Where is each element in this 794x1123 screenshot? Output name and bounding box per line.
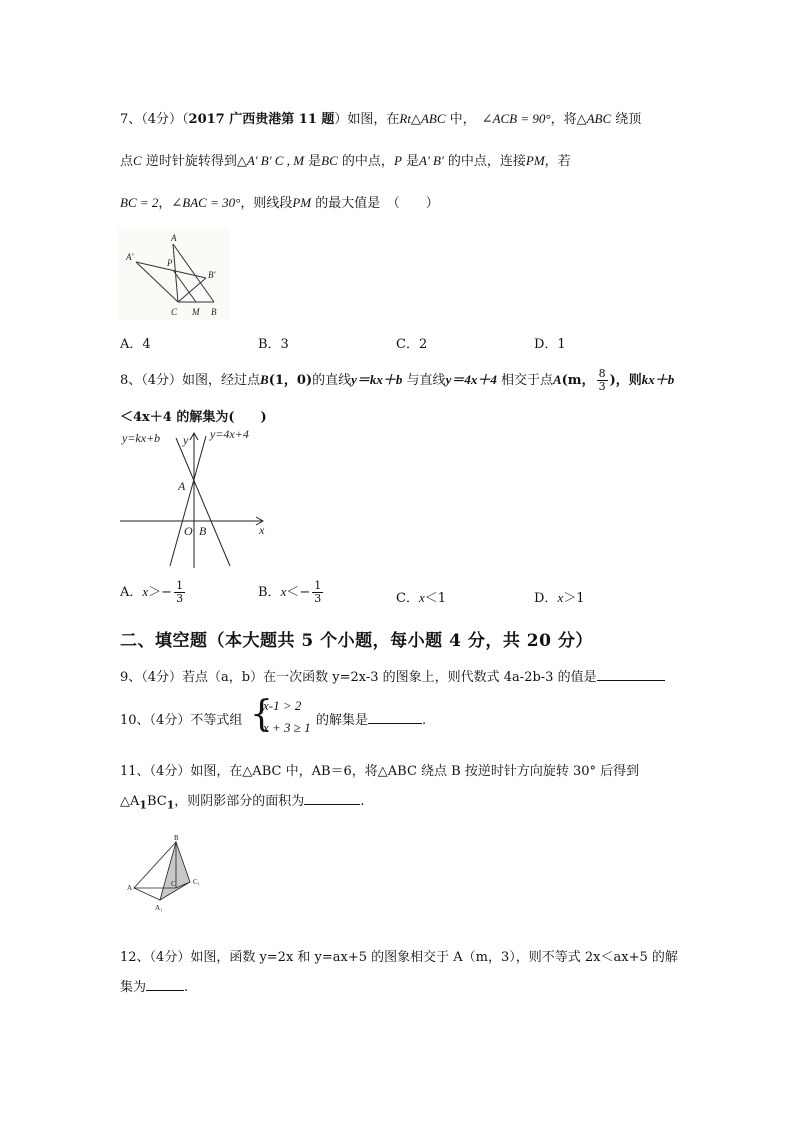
q12-answer-blank[interactable] [146,978,184,991]
q11-line2: $\triangle A_1BC_1$，则阴影部分的面积为 . [120,794,365,812]
q8-option-c[interactable]: C．x＜1 [396,590,447,606]
q11-label-C1: C₁ [193,878,201,886]
q7-label-P: P [167,258,173,268]
q7-option-a[interactable]: A．4 [120,337,151,352]
q8-line-4x-4 [170,436,206,566]
q11-label-A1: A₁ [155,904,163,912]
q7-option-b[interactable]: B．3 [258,337,289,352]
section-2-title: 二、填空题（本大题共 5 个小题，每小题 4 分，共 20 分） [120,631,593,651]
q11-label-B: B [174,834,179,842]
q8-label-x: x [259,523,265,537]
q8-option-a[interactable]: A．x＞− $\frac{1}{3}$ [120,579,184,605]
q7-label-M: M [192,307,200,317]
q8-fraction-8-3: $\frac{8}{3}$ [598,367,606,393]
q7-label-Aprime: A' [126,252,134,262]
q8-option-d[interactable]: D．x＞1 [534,590,585,606]
q8-label-O: O [184,524,193,538]
q11-label-C: C [171,880,176,888]
q11-line1: 11、（4分）如图，在△ABC 中，AB＝6，将△ABC 绕点 B 按逆时针方向旋转 30° 后得到 [120,764,640,779]
q7-option-d[interactable]: D．1 [534,337,566,352]
q8-line2: ＜4x＋4 的解集为( ) [120,410,267,425]
q9-answer-blank[interactable] [597,668,665,681]
q8-label-kxb: y=kx+b [122,431,161,445]
q8-option-b-fraction: $\frac{1}{3}$ [314,579,322,605]
q7-line3: BC = 2，∠BAC = 30°，则线段PM 的最大值是 （ ） [120,195,439,211]
q7-label-C: C [171,307,178,317]
q7-label-A: A [171,233,177,243]
q11-seg-A-A1 [134,888,160,900]
q12-line1: 12、（4分）如图，函数 y=2x 和 y=ax+5 的图象相交于 A（m，3），则不等式 2x＜ax+5 的解 [120,950,678,965]
q8-line1: 8、（4分）如图，经过点B(1，0)的直线y＝kx＋b 与直线y＝4x＋4 相交于点A(m， $\frac{8}{3}$ )，则kx＋b [120,367,675,393]
q8-figure [118,428,270,570]
q7-line1: 7、（4分）（2017 广西贵港第 11 题）如图，在Rt△ABC 中， ∠ACB = 90°，将△ABC 绕顶 [120,111,642,127]
q7-label-B: B [211,307,217,317]
q7-figure [118,228,230,320]
q8-label-A: A [178,479,186,493]
q12-line2: 集为 . [120,980,189,995]
q7-line2: 点C 逆时针旋转得到△A' B' C , M 是BC 的中点，P 是A' B' 的中点，连接PM，若 [120,153,571,169]
q11-answer-blank[interactable] [304,792,360,805]
q8-option-a-fraction: $\frac{1}{3}$ [176,579,184,605]
q10-brace: { [250,694,273,735]
q11-label-A: A [127,884,133,892]
q8-line-kx-b [176,438,230,566]
q8-label-y: y [183,433,189,447]
q7-label-Bprime: B' [208,270,216,280]
q8-label-B: B [199,524,207,538]
q9-line: 9、（4分）若点（a，b）在一次函数 y=2x-3 的图象上，则代数式 4a-2b-3 的值是 [120,666,665,685]
q10-answer-blank[interactable] [368,711,422,724]
q7-option-c[interactable]: C．2 [396,337,428,352]
q8-label-4x4: y=4x+4 [210,428,249,441]
q8-option-b[interactable]: B．x＜− $\frac{1}{3}$ [258,579,322,605]
q11-figure [124,832,220,918]
